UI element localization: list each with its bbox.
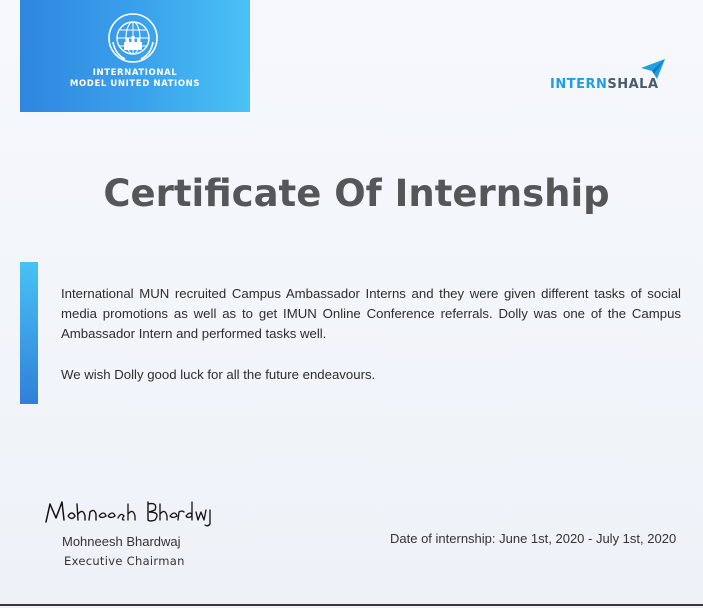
signatory-title: Executive Chairman (64, 554, 185, 568)
imun-name (20, 68, 250, 90)
globe-laurel-emblem-icon (107, 12, 159, 64)
internshala-logo (550, 58, 680, 94)
imun-line1: INTERNATIONAL (92, 68, 178, 78)
internshala-intern: INTERN (550, 77, 608, 92)
imun-logo-block (20, 0, 250, 112)
bottom-divider (0, 604, 703, 606)
signature-drawing (44, 492, 224, 528)
signatory-name: Mohneesh Bhardwaj (62, 534, 181, 549)
certificate-title: Certificate Of Internship (103, 172, 610, 215)
certificate-body: International MUN recruited Campus Ambassador Interns and they were given different tasks of social media promotions as well as to get IMUN Online Conference referrals. Dolly was one of the Campus Ambassador Intern and performed tasks well. (61, 286, 681, 341)
internshala-shala: SHALA (607, 77, 659, 92)
internship-date: Date of internship: June 1st, 2020 - July 1st, 2020 (390, 531, 677, 546)
internshala-wordmark (550, 77, 659, 92)
certificate-wish: We wish Dolly good luck for all the future endeavours. (61, 367, 376, 382)
accent-bar (20, 262, 38, 404)
imun-line2: MODEL UNITED NATIONS (69, 79, 201, 89)
